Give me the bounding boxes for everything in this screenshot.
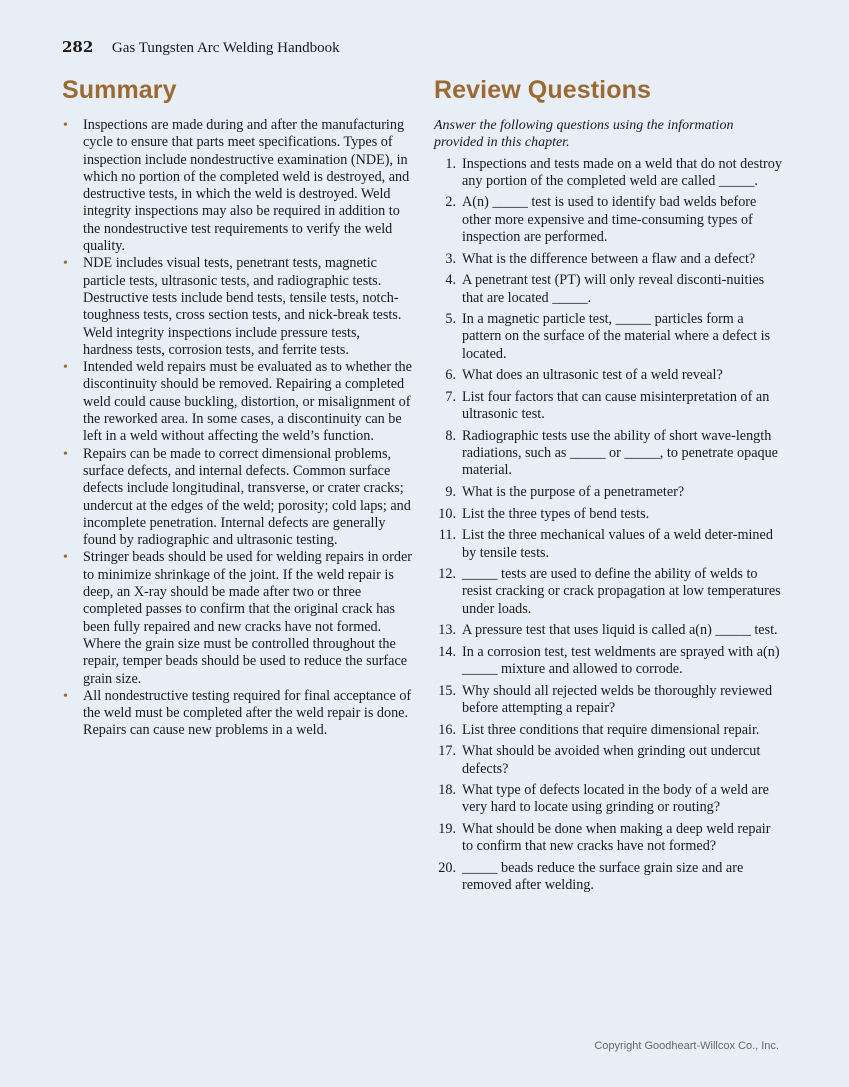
bullet-icon: •: [63, 688, 68, 704]
question-item: 16. List three conditions that require dimensional repair.: [438, 721, 760, 738]
question-item: 5. In a magnetic particle test, _____ particles form a pattern on the surface of the material where a defect is located.: [445, 311, 771, 362]
question-item: 8. Radiographic tests use the ability of short wave-length radiations, such as _____ or _____, to penetrate opaque material.: [445, 427, 778, 479]
review-section: [434, 76, 784, 899]
question-item: 17. What should be avoided when grinding out undercut defects?: [438, 743, 761, 777]
question-item: 14. In a corrosion test, test weldments are sprayed with a(n) _____ mixture and allowed to corrode.: [438, 643, 780, 678]
question-item: 11. List the three mechanical values of a weld deter-mined by tensile tests.: [438, 527, 773, 561]
question-item: 7. List four factors that can cause misinterpretation of an ultrasonic test.: [445, 388, 770, 423]
question-item: 19. What should be done when making a deep weld repair to confirm that new cracks have not formed?: [438, 821, 771, 855]
summary-item: • Inspections are made during and after the manufacturing cycle to ensure that parts meet specifications. Types of inspection include nondestructive examination (NDE), in which no portion of the completed weld is destroyed, and destructive tests, in which the weld is destroyed. Weld integrity inspections may also be required in addition to the nondestructive test requirements to verify the weld quality.: [63, 117, 410, 255]
copyright-notice: Copyright Goodheart-Willcox Co., Inc.: [594, 1040, 779, 1052]
question-item: 3. What is the difference between a flaw and a defect?: [445, 250, 756, 267]
bullet-icon: •: [63, 446, 68, 462]
question-item: 6. What does an ultrasonic test of a weld reveal?: [445, 367, 723, 384]
review-intro: Answer the following questions using the information provided in this chapter.: [434, 118, 734, 151]
summary-item: • Repairs can be made to correct dimensional problems, surface defects, and internal defects. Common surface defects include longitudinal, transverse, or crater cracks; undercut at the edges of the weld; porosity; cold laps; and incomplete penetration. Internal defects are generally found by radiographic and ultrasonic testing.: [63, 445, 411, 549]
bullet-icon: •: [63, 118, 68, 133]
review-heading: Review Questions: [434, 76, 651, 104]
book-title: Gas Tungsten Arc Welding Handbook: [111, 40, 340, 56]
question-item: 18. What type of defects located in the body of a weld are very hard to locate using grinding or routing?: [438, 782, 769, 816]
summary-heading: Summary: [62, 76, 177, 104]
summary-list: [62, 117, 412, 740]
summary-item: • Stringer beads should be used for welding repairs in order to minimize shrinkage of the joint. If the weld repair is deep, an X-ray should be made after two or three completed passes to confirm that the original crack has been fully repaired and new cracks have not formed. Where the grain size must be controlled throughout the repair, temper beads should be used to reduce the surface grain size.: [63, 549, 412, 687]
running-head: [62, 38, 340, 57]
summary-section: [62, 76, 412, 740]
bullet-icon: •: [63, 550, 68, 566]
question-item: 2. A(n) _____ test is used to identify bad welds before other more expensive and time-consuming types of inspection are performed.: [445, 194, 757, 246]
question-list: [434, 156, 784, 895]
page-number: 282: [62, 38, 94, 56]
question-item: 9. What is the purpose of a penetrameter?: [445, 484, 685, 501]
bullet-icon: •: [63, 256, 68, 272]
summary-item: • NDE includes visual tests, penetrant tests, magnetic particle tests, ultrasonic tests, and radiographic tests. Destructive tests include bend tests, tensile tests, notch-toughness tests, cross section tests, and nick-break tests. Weld integrity inspections include pressure tests, hardness tests, corrosion tests, and ferrite tests.: [63, 255, 402, 358]
question-item: 20. _____ beads reduce the surface grain size and are removed after welding.: [438, 859, 744, 894]
question-item: 10. List the three types of bend tests.: [438, 505, 650, 522]
summary-item: • All nondestructive testing required for final acceptance of the weld must be completed after the weld repair is done. Repairs can cause new problems in a weld.: [63, 687, 412, 739]
bullet-icon: •: [63, 360, 68, 376]
question-item: 1. Inspections and tests made on a weld that do not destroy any portion of the completed weld are called _____.: [445, 155, 782, 189]
question-item: 12. _____ tests are used to define the ability of welds to resist cracking or crack propagation at low temperatures under loads.: [438, 566, 781, 617]
question-item: 4. A penetrant test (PT) will only reveal disconti-nuities that are located _____.: [445, 272, 765, 306]
question-item: 15. Why should all rejected welds be thoroughly reviewed before attempting a repair?: [438, 682, 773, 717]
question-item: 13. A pressure test that uses liquid is called a(n) _____ test.: [438, 622, 778, 639]
summary-item: • Intended weld repairs must be evaluated as to whether the discontinuity should be removed. Repairing a completed weld could cause buckling, distortion, or misalignment of the reworked area. In some cases, a discontinuity can be left in a weld without affecting the weld’s function.: [63, 359, 412, 445]
